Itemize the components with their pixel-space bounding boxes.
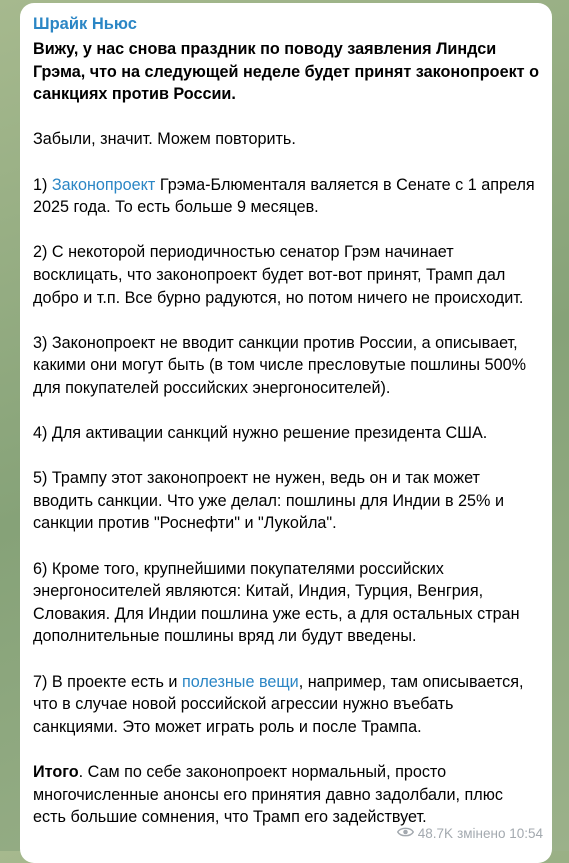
conclusion bbox=[33, 761, 540, 829]
channel-name[interactable]: Шрайк Ньюс bbox=[33, 15, 137, 33]
message-meta bbox=[391, 826, 543, 841]
paragraph-3: 3) Законопроект не вводит санкции против России, а описывает, какими они могут быть (в том числе пресловутые пошлины 500% для покупателей российских энергоносителей). bbox=[33, 333, 526, 397]
paragraph-4: 4) Для активации санкций нужно решение президента США. bbox=[33, 424, 488, 443]
message-intro: Забыли, значит. Можем повторить. bbox=[33, 130, 296, 149]
paragraph-5: 5) Трампу этот законопроект не нужен, ведь он и так может вводить санкции. Что уже делал: пошлины для Индии в 25% и санкции против "Роснефти" и "Лукойла". bbox=[33, 469, 504, 533]
conclusion-text: . Сам по себе законопроект нормальный, просто многочисленные анонсы его принятия давно задолбали, плюс есть большие сомнения, что Трамп его задействует. bbox=[33, 763, 503, 827]
paragraph-2: 2) С некоторой периодичностью сенатор Грэм начинает восклицать, что законопроект будет вот-вот принят, Трамп дал добро и т.п. Все бурно радуются, но потом ничего не происходит. bbox=[33, 243, 524, 307]
edited-time: змінено 10:54 bbox=[457, 826, 543, 841]
useful-things-link[interactable]: полезные вещи bbox=[181, 672, 299, 691]
views-count: 48.7K bbox=[417, 826, 454, 841]
paragraph-1-prefix: 1) bbox=[33, 175, 52, 194]
bill-link[interactable]: Законопроект bbox=[51, 175, 156, 194]
paragraph-7-text: , например, там описывается, что в случае новой российской агрессии нужно въебать санкциями. Это может играть роль и после Трампа. bbox=[33, 672, 524, 736]
paragraph-6: 6) Кроме того, крупнейшими покупателями российских энергоносителей являются: Китай, Индия, Турция, Венгрия, Словакия. Для Индии пошлина уже есть, а для остальных стран дополнительные пошлины вряд ли будут введены. bbox=[33, 559, 520, 646]
paragraph-7-prefix: 7) В проекте есть и bbox=[33, 672, 182, 691]
paragraph-7 bbox=[33, 671, 540, 739]
paragraph-1-text: Грэма-Блюменталя валяется в Сенате с 1 апреля 2025 года. То есть больше 9 месяцев. bbox=[33, 175, 535, 217]
conclusion-label: Итого bbox=[33, 763, 79, 781]
message-bubble[interactable] bbox=[20, 3, 552, 863]
message-headline: Вижу, у нас снова праздник по поводу заявления Линдси Грэма, что на следующей неделе будет принят законопроект о санкциях против России. bbox=[33, 40, 539, 104]
eye-icon bbox=[397, 826, 414, 841]
paragraph-1 bbox=[33, 174, 540, 219]
